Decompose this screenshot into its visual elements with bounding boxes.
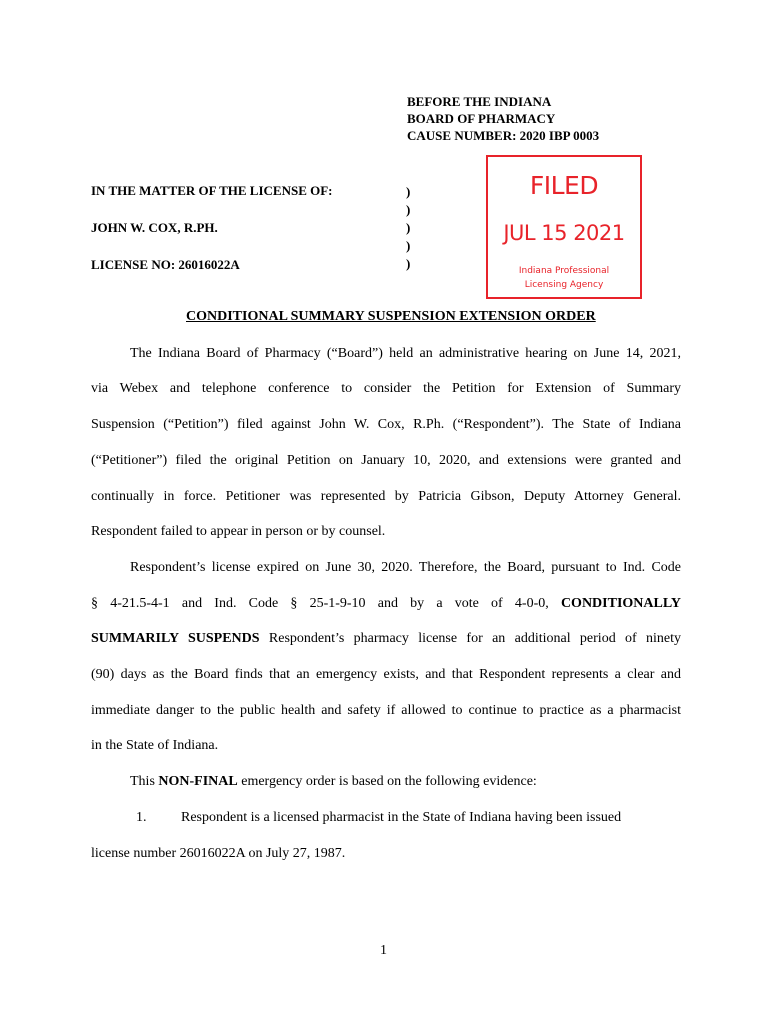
non-final-emphasis: NON-FINAL xyxy=(158,774,238,789)
summarily-suspends-emphasis: SUMMARILY SUSPENDS xyxy=(91,631,260,646)
paragraph-2-line-4: (90) days as the Board finds that an emergency exists, and that Respondent represents a clear and xyxy=(91,667,681,682)
caption-license-number: LICENSE NO: 26016022A xyxy=(91,257,240,272)
paragraph-1-line-6: Respondent failed to appear in person or by counsel. xyxy=(91,524,386,539)
item-1-number: 1. xyxy=(136,810,147,825)
case-header xyxy=(407,93,599,144)
stamp-date: JUL 15 2021 xyxy=(503,221,625,245)
stamp-agency xyxy=(488,264,640,292)
paragraph-3 xyxy=(130,773,681,791)
filed-stamp xyxy=(486,155,642,299)
paren: ) xyxy=(406,220,411,235)
paragraph-2-line-3 xyxy=(91,630,681,648)
paragraph-1-line-1: The Indiana Board of Pharmacy (“Board”) held an administrative hearing on June 14, 2021, xyxy=(130,346,681,361)
stamp-filed: FILED xyxy=(529,171,599,200)
header-line-2: BOARD OF PHARMACY xyxy=(407,111,556,126)
paragraph-2-line-3-text: Respondent’s pharmacy license for an additional period of ninety xyxy=(268,631,682,646)
header-line-3: CAUSE NUMBER: 2020 IBP 0003 xyxy=(407,128,600,143)
paragraph-2-line-2 xyxy=(91,595,681,613)
paragraph-2-line-5: immediate danger to the public health and safety if allowed to continue to practice as a pharmacist xyxy=(91,703,681,718)
paren: ) xyxy=(406,184,411,199)
paragraph-1-line-4: (“Petitioner”) filed the original Petition on January 10, 2020, and extensions were granted and xyxy=(91,453,681,468)
caption-respondent-name: JOHN W. COX, R.PH. xyxy=(91,220,218,235)
page-number: 1 xyxy=(380,943,387,958)
paragraph-3-pre: This xyxy=(130,774,155,789)
caption-parentheses xyxy=(406,183,410,273)
paragraph-2-line-2-text: § 4-21.5-4-1 and Ind. Code § 25-1-9-10 and by a vote of 4-0-0, xyxy=(91,596,549,611)
order-title: CONDITIONAL SUMMARY SUSPENSION EXTENSION ORDER xyxy=(186,309,596,324)
header-line-1: BEFORE THE INDIANA xyxy=(407,94,552,109)
stamp-agency-line-1: Indiana Professional xyxy=(518,266,610,276)
conditionally-emphasis: CONDITIONALLY xyxy=(560,596,682,611)
item-1-line-2: license number 26016022A on July 27, 1987. xyxy=(91,846,346,861)
paren: ) xyxy=(406,202,411,217)
paragraph-2-line-6: in the State of Indiana. xyxy=(91,738,219,753)
paragraph-1-line-2: via Webex and telephone conference to consider the Petition for Extension of Summary xyxy=(91,381,681,396)
paragraph-1-line-5: continually in force. Petitioner was represented by Patricia Gibson, Deputy Attorney General. xyxy=(91,489,681,504)
paragraph-3-post: emergency order is based on the following evidence: xyxy=(241,774,537,789)
stamp-agency-line-2: Licensing Agency xyxy=(524,280,604,290)
paragraph-1-line-3: Suspension (“Petition”) filed against John W. Cox, R.Ph. (“Respondent”). The State of Indiana xyxy=(91,417,681,432)
caption-matter: IN THE MATTER OF THE LICENSE OF: xyxy=(91,183,333,198)
item-1-line-1: Respondent is a licensed pharmacist in the State of Indiana having been issued xyxy=(181,810,622,825)
paren: ) xyxy=(406,256,411,271)
paragraph-2-line-1: Respondent’s license expired on June 30, 2020. Therefore, the Board, pursuant to Ind. Code xyxy=(130,560,681,575)
paren: ) xyxy=(406,238,411,253)
